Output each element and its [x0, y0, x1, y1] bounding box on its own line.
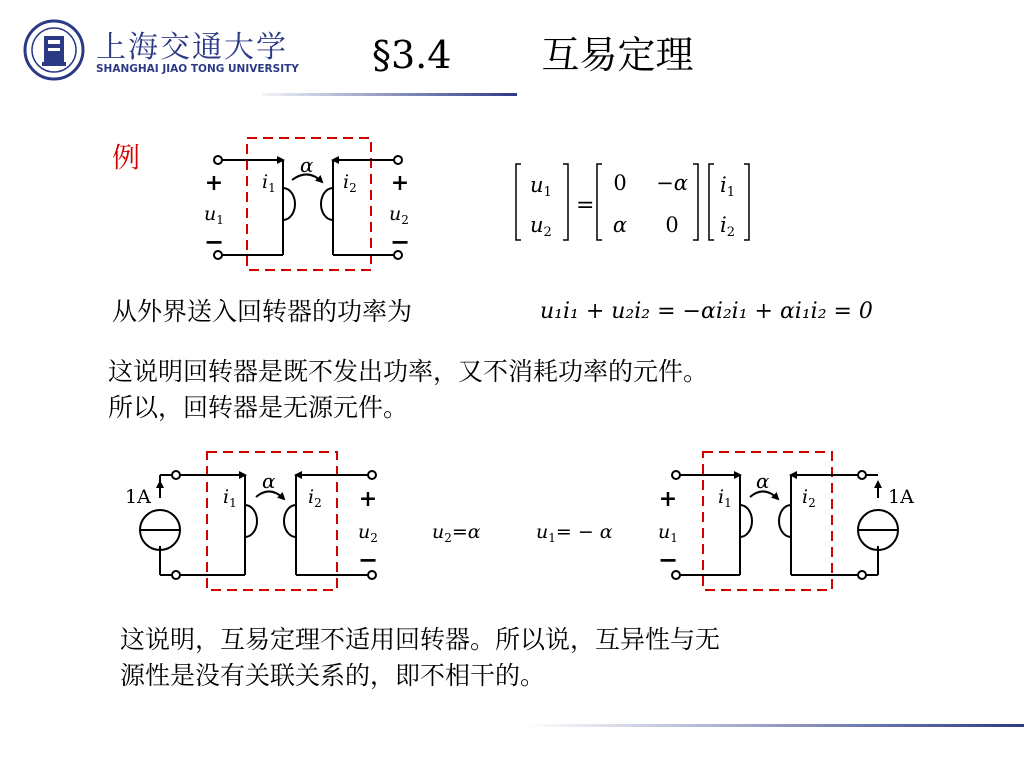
- circuit-wires: [140, 471, 379, 579]
- alpha-label: α: [756, 469, 770, 493]
- i1-label: $i_1$: [718, 486, 732, 510]
- matrix-i2: i2: [720, 213, 735, 240]
- conclusion-paragraph-2: [120, 622, 720, 694]
- section-title: 互易定理: [541, 33, 694, 77]
- gyrator-matrix-equation: [516, 164, 749, 240]
- i2-label: $i_2$: [802, 486, 816, 510]
- footer-rule: [525, 724, 1024, 727]
- gyrator-circuit-current-source-left: [125, 452, 378, 590]
- plus-sign: +: [358, 486, 378, 512]
- circuit-wires: [672, 471, 898, 579]
- minus-sign: −: [657, 545, 679, 574]
- i1-label: $i_1$: [223, 486, 237, 510]
- matrix-coef: 0: [665, 213, 679, 237]
- i2-label: $i_2$: [343, 171, 357, 195]
- example-label: 例: [112, 141, 141, 174]
- result-u1: $u_1= - \alpha$: [536, 521, 613, 545]
- minus-sign: −: [203, 227, 225, 256]
- logo-chinese-name: 上海交通大学: [96, 30, 288, 65]
- matrix-u2: u2: [530, 213, 552, 240]
- plus-sign: +: [204, 170, 224, 196]
- u1-label: $u_1$: [204, 203, 224, 227]
- i2-label: $i_2$: [308, 486, 322, 510]
- section-number: §3.4: [372, 33, 452, 77]
- plus-sign: +: [390, 170, 410, 196]
- source-label: 1A: [888, 486, 914, 508]
- u2-label: $u_2$: [358, 521, 378, 545]
- power-statement: 从外界送入回转器的功率为: [112, 297, 413, 326]
- matrix-coef: −α: [656, 171, 688, 195]
- gyrator-circuit-1: [204, 138, 410, 270]
- text-line: 源性是没有关联关系的，即不相干的。: [120, 661, 546, 690]
- u2-label: $u_2$: [389, 203, 409, 227]
- text-line: 这说明，互易定理不适用回转器。所以说，互异性与无: [120, 625, 721, 654]
- matrix-i1: i1: [720, 173, 735, 200]
- plus-sign: +: [658, 486, 678, 512]
- matrix-u1: u1: [530, 173, 552, 200]
- minus-sign: −: [357, 545, 379, 574]
- u1-label: $u_1$: [658, 521, 678, 545]
- logo-english-name: SHANGHAI JIAO TONG UNIVERSITY: [96, 63, 299, 75]
- minus-sign: −: [389, 227, 411, 256]
- gyrator-circuit-current-source-right: [658, 452, 914, 590]
- matrix-coef: 0: [613, 171, 627, 195]
- result-u2: $u_2=\alpha$: [432, 521, 481, 545]
- power-equation: u₁i₁ + u₂i₂ = −αi₂i₁ + αi₁i₂ = 0: [540, 299, 873, 324]
- alpha-label: α: [262, 469, 276, 493]
- text-line: 这说明回转器是既不发出功率，又不消耗功率的元件。: [108, 357, 709, 386]
- matrix-coef: α: [612, 213, 628, 237]
- conclusion-paragraph-1: [108, 354, 708, 426]
- i1-label: $i_1$: [262, 171, 276, 195]
- source-label: 1A: [125, 486, 151, 508]
- matrix-equals: =: [576, 193, 595, 218]
- text-line: 所以，回转器是无源元件。: [108, 393, 409, 422]
- alpha-label: α: [300, 153, 314, 177]
